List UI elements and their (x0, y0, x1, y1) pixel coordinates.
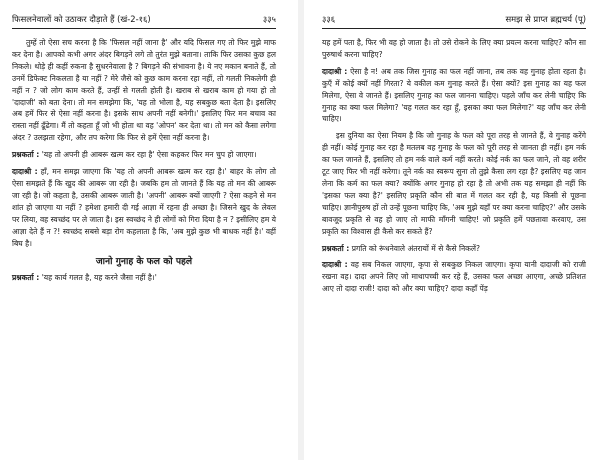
left-question-1 (12, 149, 276, 161)
section-subheading: जानो गुनाह के फल को पहले (95, 256, 193, 268)
left-answer-1-text: हाँ, मन समझ जाएगा कि 'यह तो अपनी आबरू खत्म कर रहा है।' बाहर के लोग तो ऐसा समझते हैं कि खुद की आबरू जा रही है। जबकि हम तो जानते हैं कि यह तो मन की आबरू जा रही है। जो कहता है, उसकी आबरू जाती है। 'अपनी' आबरू क्यों जाएगी ? ऐसा कहने से मन शांत हो जाएगा या नहीं ? हमेशा हमारी दी गई आज्ञा में रहना ही अच्छा है। जिसने खुद के लेवल पर लिया, वह स्वच्छंद पर ले जाता है। इस स्वच्छंद ने ही लोगों को गिरा दिया है न ? इसीलिए हम ये आज्ञा देते हैं न ?! स्वच्छंद सबसे बड़ा रोग कहलाता है कि, 'अब मुझे कुछ भी बाधक नहीं है।' वहीं बिघ है। (12, 167, 276, 248)
left-question-2-text: 'यह कार्य गलत है, यह करने जैसा नहीं है।' (41, 273, 157, 283)
right-answer-2-text: वह सब निकल जाएगा, कृपा से सबकुछ निकल जाएगा। कृपा यानी दादाजी को राजी रखना वह। दादा अपने लिए जो माथापच्ची कर रहे हैं, उसका फल अच्छा आएगा, अच्छे प्रतिशत आए तो दादा राजी! दादा को और क्या चाहिए? दादा कहाँ पेंड़ (322, 260, 587, 294)
right-running-title: समझ से प्राप्त ब्रह्मचर्य (पू) (505, 14, 586, 24)
right-question-1-text: प्रगति को रूंधनेवाले अंतरायों में से कैसे निकलें? (351, 243, 481, 253)
questioner-label: प्रश्नकर्ता : (322, 243, 350, 253)
left-question-2 (12, 272, 276, 284)
right-question-1 (322, 243, 586, 255)
left-page (2, 0, 286, 460)
left-paragraph-1: तुम्हें तो ऐसा सच करना है कि 'फिसल नहीं जाना है' और यदि फिसल गए तो फिर मुझे माफ कर देना है। आपको कभी अगर अंदर बिगड़ने लगे तो तुरंत मुझे बताना। ताकि फिर उसका कुछ हल निकले। थोड़े ही कहीं रुकना है सुधरनेवाला है ? बिगड़ने की संभावना है। ये नए मकान बनाते हैं, तो उनमें डिफेक्ट निकलता है या नहीं ? मेरे जैसे को कुछ काम करना रहा नहीं, तो गलती निकलेगी ही नहीं न ? जो लोग काम करते हैं, उन्हीं से गलती होती है। खराब से खराब काम हो गया हो तो 'दादाजी' को बता देना। तो मन समझेगा कि, 'यह तो भोला है, यह सबकुछ बता देता है। इसलिए अब हमें फिर से ऐसा नहीं करना है। इसके साथ अपनी नहीं बनेगी।' इसलिए फिर मन बचाव का रास्ता नहीं ढूँढेगा। मैं तो कहता हूँ जो भी होता था वह 'ओपन' कर देता था। तो मन को कैसा लगेगा अंदर ? उलझता रहेगा, और तप करेगा कि फिर से हमें ऐसा नहीं करना है। (12, 38, 276, 143)
questioner-label: प्रश्नकर्ता : (12, 273, 40, 283)
left-page-header (12, 14, 276, 29)
left-running-title: फिसलनेवालों को उठाकर दौड़ाते हैं (खं-2-१६) (12, 14, 151, 24)
right-answer-1-text: ऐसा है न! अब तक जिस गुनाह का फल नहीं जाना, तब तक वह गुनाह होता रहता है। कुएँ में कोई क्यों नहीं गिरता? ये वकील कम गुनाह करते हैं। ऐसा क्यों? इस गुनाह का यह फल मिलेगा, ऐसा वे जानते हैं। इसलिए गुनाह का फल जानना चाहिए। पहले जाँच कर लेनी चाहिए कि गुनाह का क्या फल मिलेगा? 'यह गलत कर रहा हूँ, इसका क्या फल मिलेगा?' यह जाँच कर लेनी चाहिए। (322, 66, 586, 124)
right-answer-1 (322, 66, 586, 126)
dadashri-label: दादाश्री : (12, 167, 38, 177)
dadashri-label: दादाश्री : (322, 260, 348, 270)
left-page-number: ३३५ (262, 14, 276, 24)
right-page-header (322, 14, 586, 29)
right-page (312, 0, 596, 460)
questioner-label: प्रश्नकर्ता : (12, 150, 40, 160)
left-question-1-text: 'यह तो अपनी ही आबरू खत्म कर रहा है' ऐसा कहकर फिर मन चुप हो जाएगा। (41, 150, 257, 160)
right-paragraph-2: इस दुनिया का ऐसा नियम है कि जो गुनाह के फल को पूरा तरह से जानते हैं, वे गुनाह करेंगे ही नहीं। कोई गुनाह कर रहा है मतलब वह गुनाह के फल को पूरी तरह से जानता ही नहीं। हम नर्क का फल जानते हैं, इसलिए तो हम नर्क वाले कर्म नहीं करते। कोई नर्क का फल जाने, तो वह शरीर टूट जाए फिर भी नहीं करेगा। तूने नर्क का स्वरूप सुना तो तुझे कैसा लग रहा है? इसलिए यह जान लेना कि कर्म का फल क्या? क्योंकि अगर गुनाह हो रहा है तो अभी तक यह समझा ही नहीं कि 'इसका फल क्या है?' इसलिए प्रकृति कौन सी बात में गलत कर रही है, यह किसी से पूछना चाहिए। ज्ञानीपुरुष हों तो उन्हें पूछना चाहिए कि, 'अब मुझे यहाँ पर क्या करना चाहिए?' और उसके बावजूद प्रकृति से वह हो जाए तो माफी माँगनी चाहिए! जो प्रकृति हमें पछतावा करवाए, उस प्रकृति का विश्वास ही कैसे कर सकते हैं? (322, 131, 586, 236)
dadashri-label: दादाश्री : (322, 66, 348, 76)
left-answer-1 (12, 166, 276, 249)
right-answer-2 (322, 259, 586, 295)
right-paragraph-1: यह हमें पता है, फिर भी वह हो जाता है। तो उसे रोकने के लिए क्या प्रयत्न करना चाहिए? कौन सा पुरुषार्थ करना चाहिए? (322, 38, 586, 59)
right-page-number: ३३६ (322, 14, 336, 24)
book-gutter (298, 0, 304, 460)
